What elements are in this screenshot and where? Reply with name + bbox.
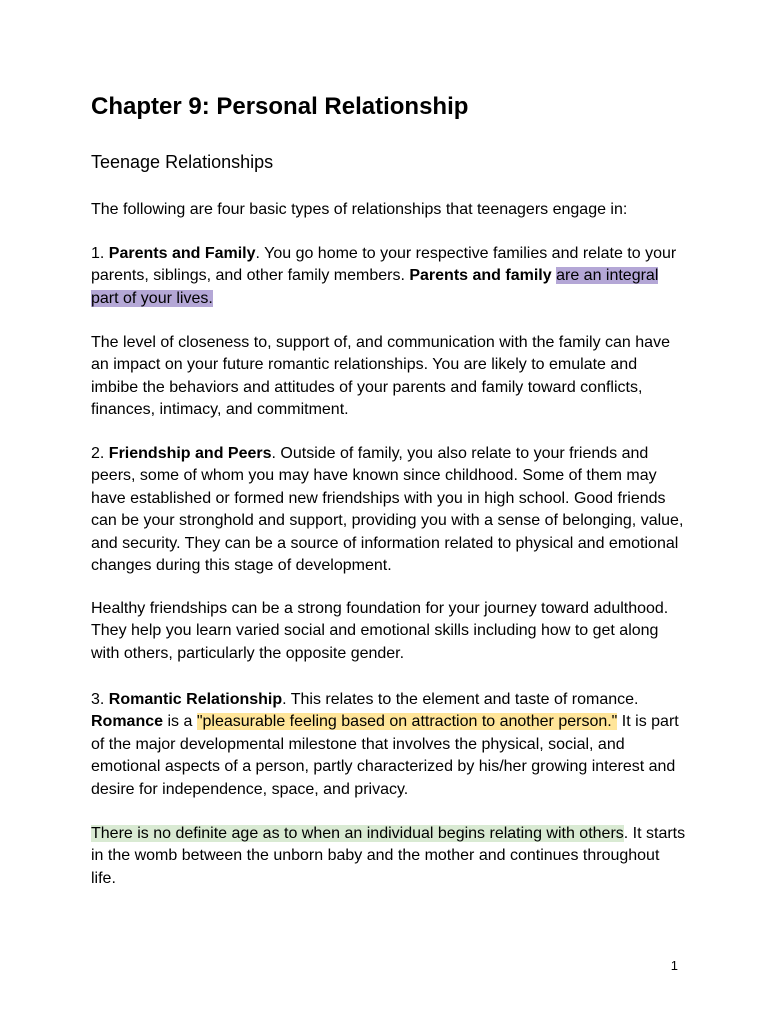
friends-text: . Outside of family, you also relate to your friends and peers, some of whom you may have known since childhood. Some of them may have established or formed new friendships with you in high school. Good friends can be your stronghold and support, providing you with a sense of belonging, value, and security. They can be a source of information related to physical and emotional changes during this stage of development.: [91, 445, 684, 575]
age-paragraph: [91, 823, 687, 890]
page-number: 1: [670, 958, 678, 973]
intro-paragraph: The following are four basic types of relationships that teenagers engage in:: [91, 201, 628, 218]
romance-text: . This relates to the element and taste of romance.: [282, 691, 639, 708]
parents-highlight: are an integral part of your lives.: [91, 267, 659, 307]
list-number: 1.: [91, 245, 109, 262]
friends-paragraph: [91, 443, 687, 577]
romance-highlight: "pleasurable feeling based on attraction to another person.": [196, 713, 618, 731]
chapter-title: Chapter 9: Personal Relationship: [91, 93, 469, 120]
romance-bold-word: Romance: [91, 713, 164, 731]
romance-paragraph: [91, 689, 687, 801]
age-text: . It starts in the womb between the unborn baby and the mother and continues throughout life.: [91, 825, 686, 887]
friends-heading: Friendship and Peers: [108, 445, 272, 462]
romance-heading: Romantic Relationship: [108, 691, 283, 708]
parents-paragraph: [91, 243, 687, 310]
romance-text-3: It is part of the major developmental milestone that involves the physical, social, and emotional aspects of a person, partly characterized by his/her growing interest and desire for independence, space, and privacy.: [91, 713, 679, 798]
closeness-paragraph: The level of closeness to, support of, and communication with the family can have an impact on your future romantic relationships. You are likely to emulate and imbibe the behaviors and attitudes of your parents and family toward conflicts, finances, intimacy, and commitment.: [91, 334, 670, 419]
parents-heading: Parents and Family: [108, 245, 256, 262]
parents-text: . You go home to your respective families and relate to your parents, siblings, and other family members.: [91, 245, 677, 285]
parents-bold-phrase: Parents and family: [409, 267, 552, 285]
list-number: 3.: [91, 691, 109, 708]
age-highlight: There is no definite age as to when an individual begins relating with others: [91, 825, 624, 842]
list-number: 2.: [91, 445, 109, 462]
section-subtitle: Teenage Relationships: [91, 152, 274, 172]
romance-text-2: is a: [163, 713, 197, 731]
healthy-paragraph: Healthy friendships can be a strong foundation for your journey toward adulthood. They help you learn varied social and emotional skills including how to get along with others, particularly the opposite gender.: [91, 600, 669, 662]
